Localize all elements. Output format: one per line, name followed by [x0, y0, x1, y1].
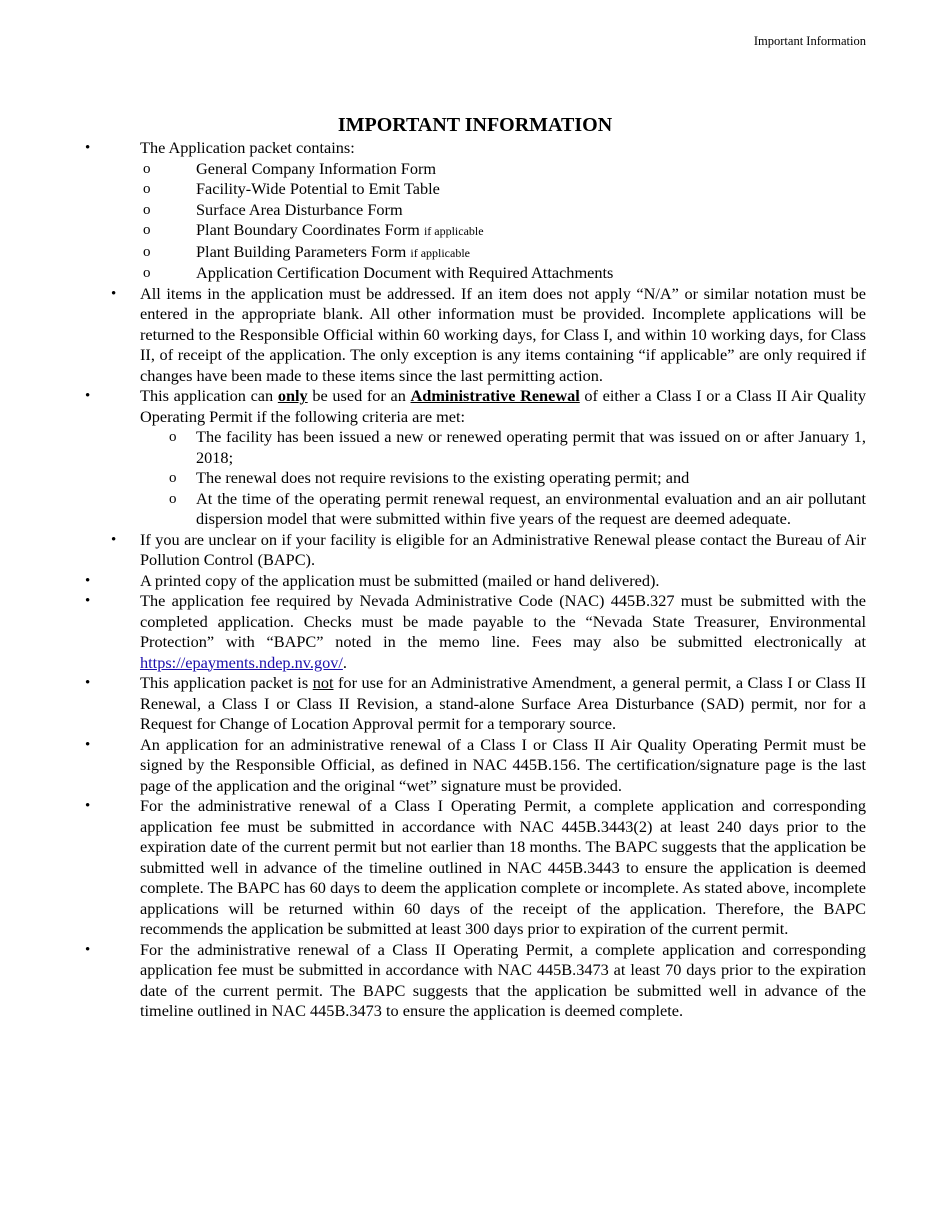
list-item-class-ii-timeline	[85, 939, 866, 1022]
renewal-use-text: be used for an	[307, 386, 411, 405]
bullet-icon: •	[111, 531, 117, 548]
list-item-fee	[85, 591, 866, 673]
bullet-icon: •	[85, 675, 91, 691]
if-applicable-note: if applicable	[423, 224, 484, 238]
packet-form-label: Plant Boundary Coordinates Form	[196, 220, 420, 239]
circle-bullet-icon: o	[143, 222, 151, 238]
information-list	[0, 138, 950, 1022]
packet-form-label: Surface Area Disturbance Form	[196, 199, 403, 219]
renewal-use-text: This application can	[140, 386, 278, 405]
if-applicable-note: if applicable	[410, 245, 470, 260]
fee-end: .	[342, 652, 347, 672]
only-emphasis: only	[277, 386, 308, 405]
not-for-use-text: This application packet is	[140, 673, 313, 692]
class-i-text: For the administrative renewal of a Class I Operating Permit, a complete application and corresponding application fee must be submitted in accordance with NAC 445B.3443(2) at least 240 days prior to the expiration date of the current permit but not earlier than 18 months. The BAPC suggests that the application be submitted well in advance of the timeline outlined in NAC 445B.3443 to ensure the application is deemed complete. The BAPC has 60 days to deem the application complete or incomplete. As stated above, incomplete applications will be returned within 60 days of the receipt of the application. Therefore, the BAPC recommends the application be submitted at least 300 days prior to expiration of the current permit.	[140, 796, 866, 938]
sub-item-packet-form	[143, 220, 866, 242]
not-emphasis: not	[312, 673, 334, 692]
circle-bullet-icon: o	[143, 181, 151, 197]
sub-item-packet-form	[143, 263, 866, 284]
packet-form-label: Facility-Wide Potential to Emit Table	[196, 179, 440, 198]
bullet-icon: •	[85, 593, 91, 609]
bullet-icon: •	[85, 140, 91, 156]
sub-item-criterion	[169, 488, 866, 530]
sub-item-packet-form	[143, 199, 866, 221]
fee-text: The application fee required by Nevada Administrative Code (NAC) 445B.327 must be submitted with the completed application. Checks must be made payable to the “Nevada State Treasurer, Environmental Protection” with “BAPC” noted in the memo line. Fees may also be submitted electronically at	[140, 591, 866, 651]
circle-bullet-icon: o	[169, 490, 177, 507]
sub-item-criterion	[169, 427, 866, 468]
packet-intro: The Application packet contains:	[140, 138, 355, 157]
list-item-unclear	[111, 529, 866, 571]
sub-item-criterion	[169, 468, 866, 489]
list-item-packet-contents	[85, 138, 866, 159]
epayments-link[interactable]: https://epayments.ndep.nv.gov/	[140, 652, 343, 672]
circle-bullet-icon: o	[143, 201, 151, 218]
administrative-renewal-emphasis: Administrative Renewal	[410, 386, 580, 405]
criterion-text: The renewal does not require revisions to the existing operating permit; and	[196, 468, 690, 487]
list-item-printed-copy	[85, 570, 866, 592]
class-ii-text: For the administrative renewal of a Class II Operating Permit, a complete application and corresponding application fee must be submitted in accordance with NAC 445B.3473 at least 70 days prior to the expiration date of the current permit. The BAPC suggests that the application be submitted well in advance of the timeline outlined in NAC 445B.3473 to ensure the application is deemed complete.	[140, 939, 866, 1020]
bullet-icon: •	[85, 941, 91, 958]
printed-copy-text: A printed copy of the application must be submitted (mailed or hand delivered).	[140, 570, 660, 590]
bullet-icon: •	[111, 285, 117, 302]
renewal-use-text: of either a Class I or a Class II Air Quality Operating Permit if the following criteria are met:	[140, 386, 866, 426]
packet-form-label: Plant Building Parameters Form	[196, 241, 407, 261]
criterion-text: At the time of the operating permit renewal request, an environmental evaluation and an air pollutant dispersion model that were submitted within five years of the request are deemed adequate.	[196, 488, 866, 528]
list-item-not-for-use	[85, 673, 867, 735]
list-item-renewal-use	[85, 386, 866, 427]
sub-item-packet-form	[143, 158, 866, 180]
signed-text: An application for an administrative renewal of a Class I or Class II Air Quality Operating Permit must be signed by the Responsible Official, as defined in NAC 445B.156. The certification/signature page is the last page of the application and the original “wet” signature must be provided.	[140, 734, 866, 795]
not-for-use-text: for use for an Administrative Amendment, a general permit, a Class I or Class II Renewal, a Class I or Class II Revision, a stand-alone Surface Area Disturbance (SAD) permit, nor for a Request for Change of Location Approval permit for a temporary source.	[140, 673, 867, 733]
circle-bullet-icon: o	[143, 265, 151, 281]
page-title: IMPORTANT INFORMATION	[337, 114, 613, 136]
list-item-signed	[85, 734, 866, 797]
packet-form-label: Application Certification Document with Required Attachments	[196, 263, 614, 282]
running-header: Important Information	[753, 34, 866, 48]
unclear-text: If you are unclear on if your facility is eligible for an Administrative Renewal please contact the Bureau of Air Pollution Control (BAPC).	[140, 529, 866, 569]
bullet-icon: •	[85, 798, 91, 814]
circle-bullet-icon: o	[143, 160, 151, 177]
circle-bullet-icon: o	[169, 429, 177, 445]
bullet-icon: •	[85, 572, 91, 589]
criterion-text: The facility has been issued a new or renewed operating permit that was issued on or after January 1, 2018;	[196, 427, 866, 467]
circle-bullet-icon: o	[143, 243, 151, 260]
bullet-icon: •	[85, 736, 91, 753]
packet-form-label: General Company Information Form	[196, 158, 437, 178]
sub-item-packet-form	[143, 241, 866, 264]
circle-bullet-icon: o	[169, 470, 177, 486]
list-item-class-i-timeline	[85, 796, 866, 940]
list-item-items-addressed	[111, 283, 866, 387]
bullet-icon: •	[85, 388, 91, 404]
items-addressed-text: All items in the application must be addressed. If an item does not apply “N/A” or similar notation must be entered in the appropriate blank. All other information must be provided. Incomplete applications will be returned to the Responsible Official within 60 working days, for Class I, and within 10 working days, for Class II, of receipt of the application. The only exception is any items containing “if applicable” are only required if changes have been made to these items since the last permitting action.	[140, 283, 866, 385]
sub-item-packet-form	[143, 179, 866, 200]
